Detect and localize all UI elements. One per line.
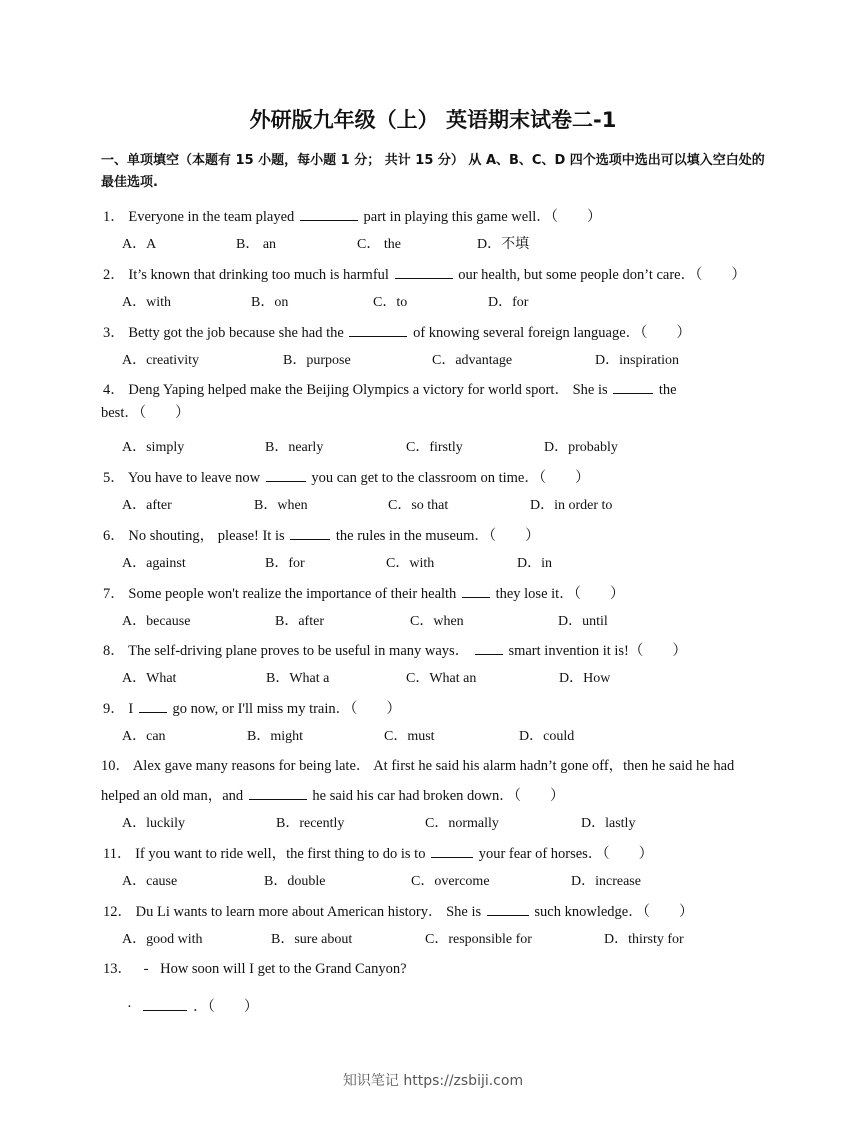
question-4 xyxy=(103,380,677,399)
option-d: D．thirsty for xyxy=(604,932,684,947)
option-b: B．after xyxy=(275,614,324,629)
question-4-continued: best．（ ） xyxy=(101,405,190,421)
question-text: of knowing several foreign language．（ ） xyxy=(413,325,691,341)
option-b: B．What a xyxy=(266,671,330,686)
question-number: 5． xyxy=(103,470,125,486)
answer-blank xyxy=(475,641,503,655)
question-text: Alex gave many reasons for being late． At first he said his alarm hadn’t gone off，then he said he had xyxy=(132,758,735,774)
option-a: A．against xyxy=(122,556,186,571)
option-c: C．when xyxy=(410,614,464,629)
answer-blank xyxy=(249,786,307,800)
option-a: A．What xyxy=(122,671,177,686)
option-d: D．不填 xyxy=(477,237,530,252)
option-b: B．nearly xyxy=(265,440,324,455)
question-text: Everyone in the team played xyxy=(128,209,295,225)
option-c: C．with xyxy=(386,556,435,571)
question-number: 1． xyxy=(103,209,125,225)
question-text: the rules in the museum．（ ） xyxy=(335,528,540,544)
question-text: such knowledge．（ ） xyxy=(534,904,694,920)
question-number: 11． xyxy=(103,846,132,862)
option-b: B．purpose xyxy=(283,353,351,368)
question-text: he said his car had broken down．（ ） xyxy=(312,788,565,804)
question-text: It’s known that drinking too much is harmful xyxy=(128,267,389,283)
response-marker: · xyxy=(127,999,132,1015)
option-c: C．advantage xyxy=(432,353,513,368)
question-number: 3． xyxy=(103,325,125,341)
question-text: helped an old man，and xyxy=(101,788,244,804)
option-d: D．inspiration xyxy=(595,353,679,368)
question-text: the xyxy=(658,382,677,398)
option-b: B．for xyxy=(265,556,305,571)
question-text: you can get to the classroom on time．（ ） xyxy=(311,470,590,486)
option-a: A．luckily xyxy=(122,816,185,831)
option-b: B． an xyxy=(236,237,277,252)
answer-blank xyxy=(139,699,167,713)
question-text: I xyxy=(128,701,134,717)
question-text: If you want to ride well，the first thing to do is to xyxy=(135,846,426,862)
answer-blank xyxy=(266,468,306,482)
question-number: 4． xyxy=(103,382,125,398)
question-3 xyxy=(103,323,691,342)
option-d: D．in xyxy=(517,556,552,571)
option-c: C．overcome xyxy=(411,874,490,889)
answer-blank xyxy=(487,902,529,916)
answer-blank xyxy=(462,584,490,598)
question-7 xyxy=(103,584,624,603)
question-text: they lose it．（ ） xyxy=(495,586,625,602)
answer-blank xyxy=(300,207,358,221)
option-a: A．cause xyxy=(122,874,178,889)
option-a: A．good with xyxy=(122,932,203,947)
question-text: Some people won't realize the importance of their health xyxy=(128,586,457,602)
question-10 xyxy=(101,757,734,775)
option-d: D．until xyxy=(558,614,608,629)
question-9 xyxy=(103,699,401,718)
option-d: D．How xyxy=(559,671,611,686)
question-number: 7． xyxy=(103,586,125,602)
option-c: C．so that xyxy=(388,498,449,513)
question-2 xyxy=(103,265,746,284)
question-number: 6． xyxy=(103,528,125,544)
question-13-response xyxy=(127,988,258,1016)
option-a: A．simply xyxy=(122,440,185,455)
option-d: D．could xyxy=(519,729,575,744)
option-a: A．after xyxy=(122,498,172,513)
option-a: A．A xyxy=(122,237,157,252)
page-title: 外研版九年级（上） 英语期末试卷二-1 xyxy=(249,108,617,132)
option-d: D．increase xyxy=(571,874,641,889)
option-a: A．can xyxy=(122,729,166,744)
question-8 xyxy=(103,641,687,660)
option-b: B．when xyxy=(254,498,308,513)
question-text: your fear of horses．（ ） xyxy=(478,846,654,862)
question-number: 10． xyxy=(101,758,130,774)
option-d: D．in order to xyxy=(530,498,613,513)
question-text: You have to leave now xyxy=(127,470,261,486)
question-13 xyxy=(103,960,407,978)
option-d: D．lastly xyxy=(581,816,636,831)
question-text: go now, or I'll miss my train．（ ） xyxy=(172,701,401,717)
question-text: smart invention it is!（ ） xyxy=(508,643,687,659)
option-d: D．probably xyxy=(544,440,618,455)
question-text: How soon will I get to the Grand Canyon? xyxy=(160,961,407,977)
section-instructions: 一、单项填空（本题有 15 小题，每小题 1 分； 共计 15 分） 从 A、B、C、D 四个选项中选出可以填入空白处的最佳选项. xyxy=(101,153,765,190)
question-11 xyxy=(103,844,653,863)
question-10-continued xyxy=(101,786,564,805)
question-text: our health, but some people don’t care．（ ） xyxy=(458,267,746,283)
option-b: B．sure about xyxy=(271,932,353,947)
question-text: The self-driving plane proves to be useful in many ways． xyxy=(128,643,470,659)
option-b: B．might xyxy=(247,729,304,744)
question-1 xyxy=(103,207,602,226)
answer-blank xyxy=(349,323,407,337)
option-c: C．must xyxy=(384,729,435,744)
option-c: C．normally xyxy=(425,816,499,831)
answer-blank xyxy=(290,526,330,540)
answer-blank xyxy=(143,988,187,1011)
question-number: 2． xyxy=(103,267,125,283)
answer-blank xyxy=(613,380,653,394)
question-text: part in playing this game well．（ ） xyxy=(363,209,602,225)
question-6 xyxy=(103,526,540,545)
question-text: Du Li wants to learn more about American history． She is xyxy=(135,904,482,920)
question-number: 13． xyxy=(103,961,132,977)
question-text: ．（ ） xyxy=(193,999,259,1015)
question-12 xyxy=(103,902,693,921)
option-a: A．creativity xyxy=(122,353,199,368)
option-a: A．with xyxy=(122,295,171,310)
question-5 xyxy=(103,468,590,487)
question-number: 12． xyxy=(103,904,132,920)
question-text: No shouting， please! It is xyxy=(128,528,285,544)
option-c: C．What an xyxy=(406,671,477,686)
option-c: C．to xyxy=(373,295,408,310)
option-b: B．on xyxy=(251,295,289,310)
question-number: 8． xyxy=(103,643,125,659)
option-b: B．double xyxy=(264,874,326,889)
option-a: A．because xyxy=(122,614,191,629)
option-b: B．recently xyxy=(276,816,345,831)
question-number: 9． xyxy=(103,701,125,717)
answer-blank xyxy=(431,844,473,858)
answer-blank xyxy=(395,265,453,279)
option-d: D．for xyxy=(488,295,529,310)
option-c: C．responsible for xyxy=(425,932,532,947)
dialogue-dash: - xyxy=(143,961,149,977)
question-text: Deng Yaping helped make the Beijing Olympics a victory for world sport． She is xyxy=(128,382,608,398)
option-c: C．firstly xyxy=(406,440,463,455)
footer-watermark: 知识笔记 https://zsbiji.com xyxy=(342,1073,524,1089)
question-text: Betty got the job because she had the xyxy=(128,325,344,341)
option-c: C． the xyxy=(357,237,401,252)
